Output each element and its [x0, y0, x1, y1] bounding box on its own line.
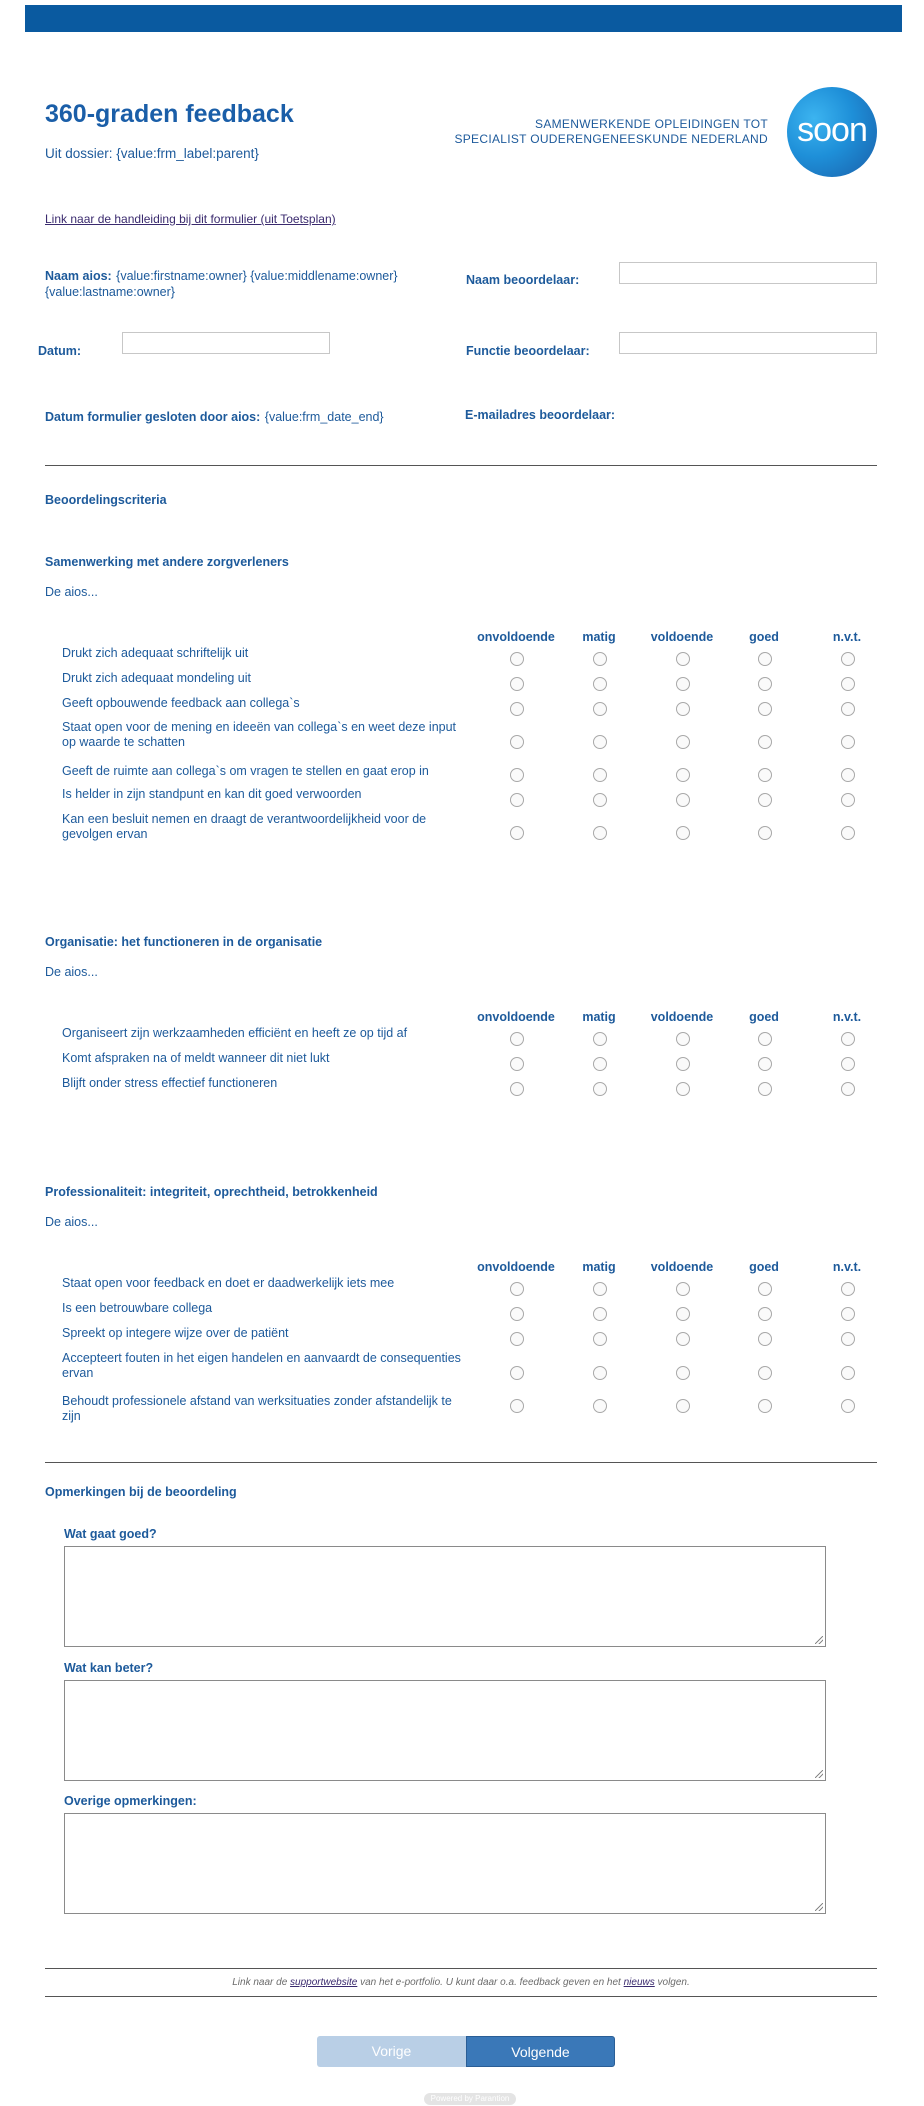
radio-matig[interactable] — [593, 652, 607, 666]
criterion-label: Blijft onder stress effectief functioneren — [62, 1076, 278, 1090]
radio-nvt[interactable] — [841, 1307, 855, 1321]
radio-goed[interactable] — [758, 735, 772, 749]
scale-voldoende: voldoende — [650, 630, 714, 644]
section-title: Organisatie: het functioneren in de organisatie — [45, 935, 323, 949]
radio-matig[interactable] — [593, 826, 607, 840]
radio-nvt[interactable] — [841, 1282, 855, 1296]
radio-onvoldoende[interactable] — [510, 826, 524, 840]
criterion-label: Spreekt op integere wijze over de patiënt — [62, 1326, 289, 1340]
radio-nvt[interactable] — [841, 1366, 855, 1380]
radio-goed[interactable] — [758, 1082, 772, 1096]
criteria-heading: Beoordelingscriteria — [45, 493, 167, 507]
next-button[interactable]: Volgende — [466, 2036, 615, 2067]
radio-voldoende[interactable] — [676, 1057, 690, 1071]
wat-kan-beter-textarea[interactable] — [64, 1680, 826, 1781]
radio-goed[interactable] — [758, 1366, 772, 1380]
naam-beoordelaar-input[interactable] — [619, 262, 877, 284]
org-line-1: SAMENWERKENDE OPLEIDINGEN TOT — [535, 117, 768, 131]
previous-button[interactable]: Vorige — [317, 2036, 466, 2067]
radio-matig[interactable] — [593, 1282, 607, 1296]
radio-onvoldoende[interactable] — [510, 793, 524, 807]
scale-nvt: n.v.t. — [832, 1260, 862, 1274]
radio-onvoldoende[interactable] — [510, 1307, 524, 1321]
radio-nvt[interactable] — [841, 1399, 855, 1413]
radio-goed[interactable] — [758, 1307, 772, 1321]
soon-logo — [787, 87, 877, 177]
scale-nvt: n.v.t. — [832, 1010, 862, 1024]
footer-text: volgen. — [654, 1977, 690, 1988]
remarks-heading: Opmerkingen bij de beoordeling — [45, 1485, 237, 1499]
radio-nvt[interactable] — [841, 1332, 855, 1346]
radio-onvoldoende[interactable] — [510, 1082, 524, 1096]
divider — [45, 465, 877, 466]
radio-voldoende[interactable] — [676, 1282, 690, 1296]
radio-goed[interactable] — [758, 826, 772, 840]
powered-by-badge: Powered by Parantion — [424, 2093, 516, 2105]
criterion-label: Organiseert zijn werkzaamheden efficiënt en heeft ze op tijd af — [62, 1026, 408, 1040]
functie-beoordelaar-input[interactable] — [619, 332, 877, 354]
divider — [45, 1462, 877, 1463]
radio-matig[interactable] — [593, 702, 607, 716]
overige-opmerkingen-textarea[interactable] — [64, 1813, 826, 1914]
naam-aios — [45, 268, 435, 300]
radio-matig[interactable] — [593, 735, 607, 749]
radio-goed[interactable] — [758, 793, 772, 807]
radio-nvt[interactable] — [841, 1057, 855, 1071]
page-title: 360-graden feedback — [45, 100, 294, 128]
radio-goed[interactable] — [758, 1332, 772, 1346]
criterion-label: Kan een besluit nemen en draagt de verantwoordelijkheid voor de gevolgen ervan — [62, 812, 427, 841]
radio-voldoende[interactable] — [676, 1307, 690, 1321]
radio-voldoende[interactable] — [676, 1332, 690, 1346]
radio-nvt[interactable] — [841, 1032, 855, 1046]
radio-matig[interactable] — [593, 1366, 607, 1380]
datum-label: Datum: — [38, 344, 82, 358]
section-title: Professionaliteit: integriteit, oprechtheid, betrokkenheid — [45, 1185, 378, 1199]
organization-name — [440, 117, 768, 147]
section-intro: De aios... — [45, 585, 98, 599]
radio-voldoende[interactable] — [676, 768, 690, 782]
criterion-label: Geeft de ruimte aan collega`s om vragen te stellen en gaat erop in — [62, 764, 429, 778]
scale-goed: goed — [749, 1260, 779, 1274]
scale-matig: matig — [582, 1010, 616, 1024]
radio-onvoldoende[interactable] — [510, 702, 524, 716]
manual-link[interactable]: Link naar de handleiding bij dit formulier (uit Toetsplan) — [45, 212, 336, 226]
radio-goed[interactable] — [758, 1057, 772, 1071]
naam-beoordelaar-label: Naam beoordelaar: — [466, 273, 580, 287]
footer-note — [45, 1977, 877, 1988]
datum-gesloten-label: Datum formulier gesloten door aios: — [45, 410, 261, 424]
wat-gaat-goed-label: Wat gaat goed? — [64, 1527, 157, 1541]
radio-nvt[interactable] — [841, 1082, 855, 1096]
radio-voldoende[interactable] — [676, 735, 690, 749]
radio-goed[interactable] — [758, 652, 772, 666]
radio-onvoldoende[interactable] — [510, 1399, 524, 1413]
radio-matig[interactable] — [593, 793, 607, 807]
footer-text: van het e-portfolio. U kunt daar o.a. feedback geven en het — [357, 1977, 624, 1988]
radio-onvoldoende[interactable] — [510, 1366, 524, 1380]
divider — [45, 1968, 877, 1969]
radio-nvt[interactable] — [841, 652, 855, 666]
radio-voldoende[interactable] — [676, 793, 690, 807]
naam-aios-value: {value:firstname:owner} {value:middlename:owner} {value:lastname:owner} — [45, 269, 398, 299]
scale-onvoldoende: onvoldoende — [477, 1010, 555, 1024]
wat-kan-beter-label: Wat kan beter? — [64, 1661, 154, 1675]
criterion-label: Behoudt professionele afstand van werksituaties zonder afstandelijk te zijn — [62, 1394, 452, 1423]
radio-onvoldoende[interactable] — [510, 768, 524, 782]
scale-onvoldoende: onvoldoende — [477, 1260, 555, 1274]
radio-nvt[interactable] — [841, 677, 855, 691]
radio-onvoldoende[interactable] — [510, 1057, 524, 1071]
criterion-label: Komt afspraken na of meldt wanneer dit niet lukt — [62, 1051, 330, 1065]
radio-voldoende[interactable] — [676, 652, 690, 666]
radio-matig[interactable] — [593, 1082, 607, 1096]
radio-matig[interactable] — [593, 1399, 607, 1413]
criterion-label: Accepteert fouten in het eigen handelen en aanvaardt de consequenties ervan — [62, 1351, 461, 1380]
radio-goed[interactable] — [758, 677, 772, 691]
wat-gaat-goed-textarea[interactable] — [64, 1546, 826, 1647]
criterion-label: Drukt zich adequaat mondeling uit — [62, 671, 252, 685]
scale-onvoldoende: onvoldoende — [477, 630, 555, 644]
radio-nvt[interactable] — [841, 826, 855, 840]
radio-matig[interactable] — [593, 1057, 607, 1071]
criterion-label: Is een betrouwbare collega — [62, 1301, 213, 1315]
section-intro: De aios... — [45, 965, 98, 979]
radio-matig[interactable] — [593, 1332, 607, 1346]
datum-gesloten-value: {value:frm_date_end} — [264, 410, 384, 424]
divider — [45, 1996, 877, 1997]
radio-nvt[interactable] — [841, 735, 855, 749]
radio-voldoende[interactable] — [676, 1366, 690, 1380]
section-intro: De aios... — [45, 1215, 98, 1229]
radio-voldoende[interactable] — [676, 677, 690, 691]
radio-voldoende[interactable] — [676, 1032, 690, 1046]
radio-goed[interactable] — [758, 1032, 772, 1046]
radio-voldoende[interactable] — [676, 1082, 690, 1096]
criterion-label: Is helder in zijn standpunt en kan dit goed verwoorden — [62, 787, 362, 801]
radio-matig[interactable] — [593, 1032, 607, 1046]
radio-onvoldoende[interactable] — [510, 1032, 524, 1046]
radio-onvoldoende[interactable] — [510, 652, 524, 666]
radio-voldoende[interactable] — [676, 826, 690, 840]
datum-input[interactable] — [122, 332, 330, 354]
functie-beoordelaar-label: Functie beoordelaar: — [466, 344, 590, 358]
dossier-subtitle: Uit dossier: {value:frm_label:parent} — [45, 146, 259, 161]
section-title: Samenwerking met andere zorgverleners — [45, 555, 289, 569]
scale-voldoende: voldoende — [650, 1010, 714, 1024]
email-beoordelaar-label: E-mailadres beoordelaar: — [465, 408, 616, 422]
criterion-label: Geeft opbouwende feedback aan collega`s — [62, 696, 300, 710]
org-line-2: SPECIALIST OUDERENGENEESKUNDE NEDERLAND — [454, 132, 768, 146]
radio-nvt[interactable] — [841, 768, 855, 782]
news-link[interactable]: nieuws — [623, 1977, 655, 1988]
scale-matig: matig — [582, 630, 616, 644]
radio-goed[interactable] — [758, 1282, 772, 1296]
radio-matig[interactable] — [593, 677, 607, 691]
logo-text: soon — [797, 111, 867, 149]
criterion-label: Drukt zich adequaat schriftelijk uit — [62, 646, 249, 660]
scale-voldoende: voldoende — [650, 1260, 714, 1274]
radio-onvoldoende[interactable] — [510, 735, 524, 749]
overige-opmerkingen-label: Overige opmerkingen: — [64, 1794, 197, 1808]
datum-gesloten — [45, 408, 384, 426]
radio-goed[interactable] — [758, 702, 772, 716]
radio-onvoldoende[interactable] — [510, 677, 524, 691]
support-website-link[interactable]: supportwebsite — [290, 1977, 358, 1988]
scale-matig: matig — [582, 1260, 616, 1274]
radio-matig[interactable] — [593, 768, 607, 782]
radio-voldoende[interactable] — [676, 1399, 690, 1413]
scale-goed: goed — [749, 630, 779, 644]
top-bar — [25, 5, 902, 32]
criterion-label: Staat open voor de mening en ideeën van collega`s en weet deze input op waarde te schatten — [62, 720, 457, 749]
radio-onvoldoende[interactable] — [510, 1282, 524, 1296]
radio-goed[interactable] — [758, 768, 772, 782]
radio-nvt[interactable] — [841, 702, 855, 716]
radio-matig[interactable] — [593, 1307, 607, 1321]
scale-nvt: n.v.t. — [832, 630, 862, 644]
radio-goed[interactable] — [758, 1399, 772, 1413]
radio-voldoende[interactable] — [676, 702, 690, 716]
radio-onvoldoende[interactable] — [510, 1332, 524, 1346]
radio-nvt[interactable] — [841, 793, 855, 807]
naam-aios-label: Naam aios: — [45, 269, 112, 283]
footer-text: Link naar de — [232, 1977, 291, 1988]
scale-goed: goed — [749, 1010, 779, 1024]
criterion-label: Staat open voor feedback en doet er daadwerkelijk iets mee — [62, 1276, 395, 1290]
